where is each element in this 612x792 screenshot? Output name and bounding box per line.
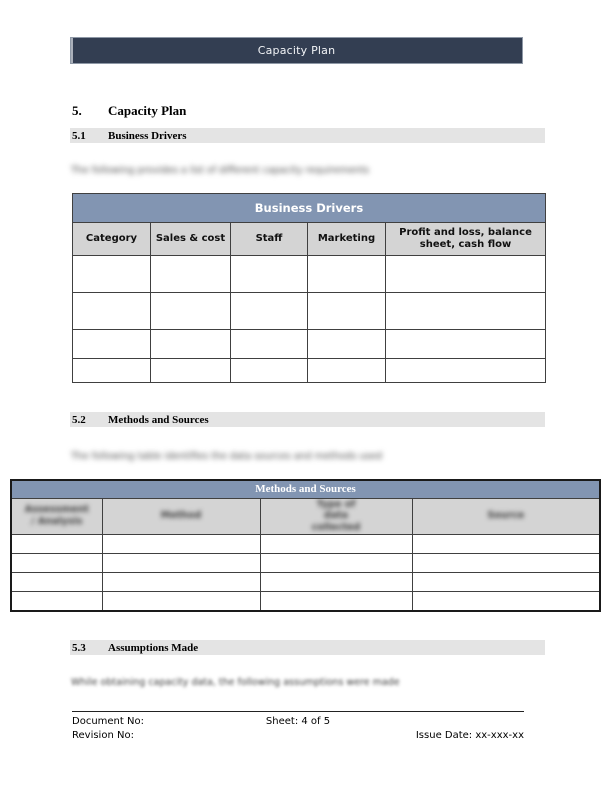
section-heading-5 <box>72 103 524 119</box>
document-no-label: Document No: <box>72 715 144 727</box>
business-drivers-table <box>72 193 546 383</box>
table-row <box>11 535 600 554</box>
table-cell <box>308 359 386 383</box>
table-cell <box>308 293 386 330</box>
table-cell <box>102 554 260 573</box>
section-title: Business Drivers <box>108 129 187 142</box>
table-cell <box>308 330 386 359</box>
sheet-label: Sheet: 4 of 5 <box>265 715 331 727</box>
table-row <box>11 554 600 573</box>
table-cell <box>11 554 102 573</box>
column-header: Staff <box>231 223 308 256</box>
table-cell <box>386 293 546 330</box>
title-banner <box>70 37 523 64</box>
table-cell <box>151 330 231 359</box>
table-cell <box>151 256 231 293</box>
table-cell <box>260 554 412 573</box>
section-number: 5.1 <box>72 129 86 142</box>
title-banner-text: Capacity Plan <box>257 44 336 57</box>
section-number: 5.3 <box>72 641 86 654</box>
table-cell <box>231 256 308 293</box>
table-cell <box>412 573 600 592</box>
table-header-row <box>73 223 546 256</box>
column-header: Category <box>73 223 151 256</box>
table-row <box>11 592 600 611</box>
table-cell <box>11 573 102 592</box>
column-header: Sales & cost <box>151 223 231 256</box>
table-cell <box>102 573 260 592</box>
table-cell <box>11 535 102 554</box>
table-cell <box>386 359 546 383</box>
table-title-row <box>73 194 546 223</box>
blurred-paragraph-5-1: The following provides a list of different capacity requirements <box>71 165 370 176</box>
table-row <box>11 573 600 592</box>
table-cell <box>231 330 308 359</box>
table-cell <box>231 293 308 330</box>
table-cell <box>231 359 308 383</box>
table-cell <box>260 535 412 554</box>
table-title: Business Drivers <box>73 194 546 223</box>
blurred-paragraph-5-3: While obtaining capacity data, the following assumptions were made <box>71 677 400 688</box>
section-heading-5-2 <box>70 412 545 427</box>
table-cell <box>102 592 260 611</box>
footer-row-2 <box>72 728 524 742</box>
column-header: Profit and loss, balance sheet, cash flow <box>386 223 546 256</box>
table-header-row <box>11 498 600 535</box>
column-header-blurred: Method <box>102 498 260 535</box>
table-cell <box>412 554 600 573</box>
table-row <box>73 330 546 359</box>
table-cell <box>102 535 260 554</box>
table-title: Methods and Sources <box>11 480 600 498</box>
table-cell <box>73 359 151 383</box>
section-number: 5. <box>72 103 82 118</box>
section-title: Capacity Plan <box>108 103 187 118</box>
table-row <box>73 293 546 330</box>
table-row <box>73 359 546 383</box>
table-title-row <box>11 480 600 498</box>
section-heading-5-3 <box>70 640 545 655</box>
table-cell <box>260 573 412 592</box>
table-row <box>73 256 546 293</box>
column-header-blurred: Type of data collected <box>260 498 412 535</box>
table-cell <box>260 592 412 611</box>
table-cell <box>73 330 151 359</box>
revision-no-label: Revision No: <box>72 729 134 741</box>
section-number: 5.2 <box>72 413 86 426</box>
column-header-blurred: Source <box>412 498 600 535</box>
footer-row-1 <box>72 714 524 728</box>
table-cell <box>386 256 546 293</box>
table-cell <box>11 592 102 611</box>
page-footer <box>72 711 524 742</box>
table-cell <box>412 592 600 611</box>
column-header-blurred: Assessment / Analysis <box>11 498 102 535</box>
section-title: Assumptions Made <box>108 641 199 654</box>
methods-sources-table <box>10 479 601 612</box>
table-cell <box>308 256 386 293</box>
section-heading-5-1 <box>70 128 545 143</box>
issue-date-label: Issue Date: xx-xxx-xx <box>415 729 524 741</box>
blurred-paragraph-5-2: The following table identifies the data sources and methods used <box>71 451 383 462</box>
section-title: Methods and Sources <box>108 413 209 426</box>
column-header: Marketing <box>308 223 386 256</box>
table-cell <box>151 293 231 330</box>
table-cell <box>386 330 546 359</box>
table-cell <box>73 293 151 330</box>
table-cell <box>412 535 600 554</box>
table-cell <box>151 359 231 383</box>
table-cell <box>73 256 151 293</box>
